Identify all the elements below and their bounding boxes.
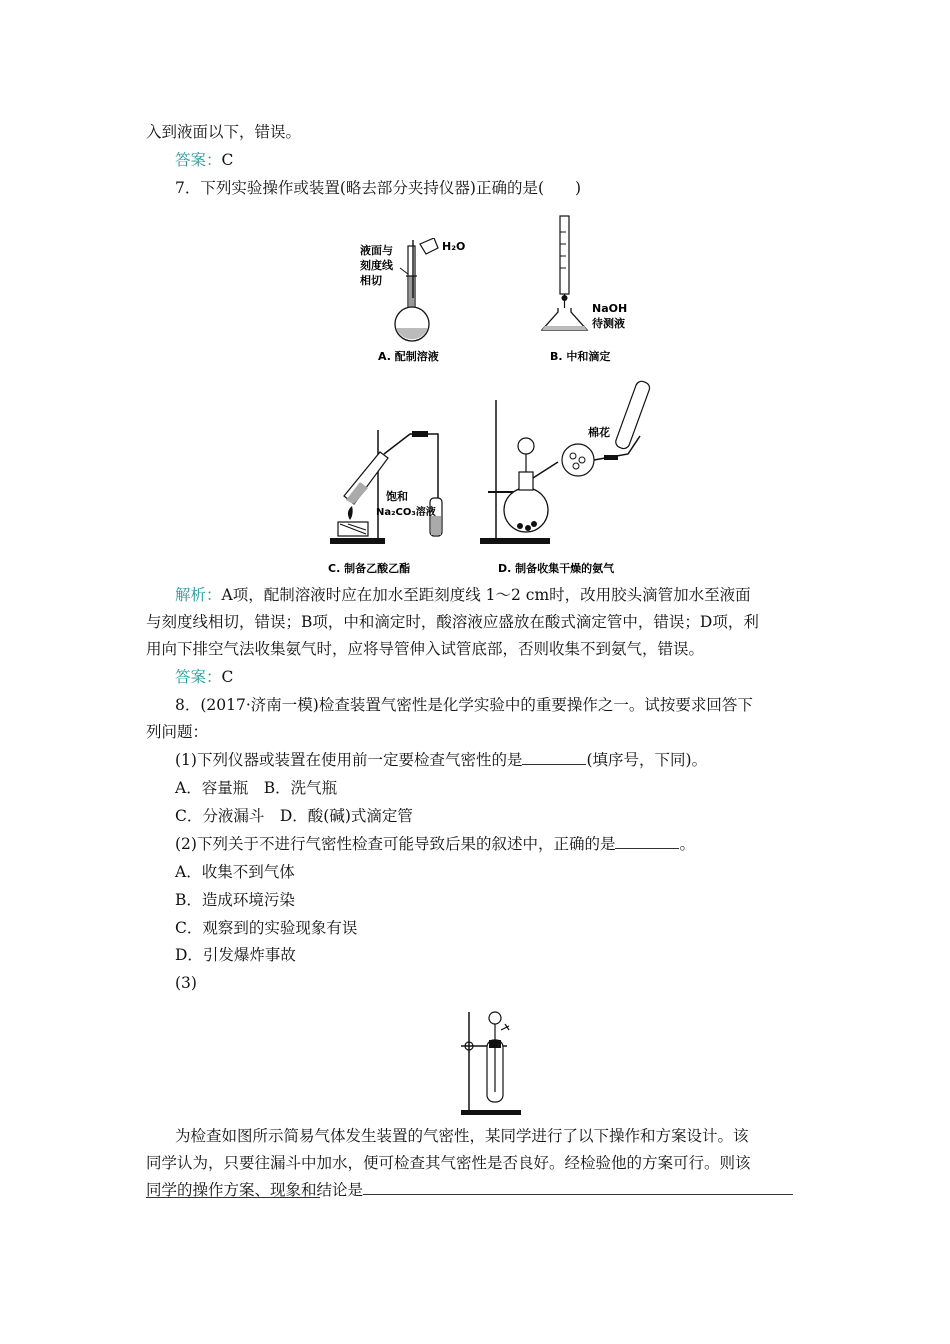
answer-line-2	[175, 667, 233, 687]
q8-1-answer-blank[interactable]	[522, 750, 586, 765]
question-8-part-2	[175, 834, 695, 854]
figure-d-caption: D. 制备收集干燥的氨气	[498, 562, 615, 575]
figure-a-water-label: H₂O	[442, 240, 466, 253]
analysis-label: 解析：	[175, 586, 222, 604]
q8-3-line-1: 为检查如图所示简易气体发生装置的气密性，某同学进行了以下操作和方案设计。该	[175, 1127, 749, 1145]
figure-a-label-2: 刻度线	[360, 259, 393, 272]
answer-value: C	[221, 151, 234, 169]
question-7: 7．下列实验操作或装置(略去部分夹持仪器)正确的是( )	[175, 179, 582, 197]
answer-label-2: 答案：	[175, 668, 222, 686]
q8-1-options-2: C．分液漏斗 D．酸(碱)式滴定管	[175, 807, 413, 825]
q8-3-answer-blank-2[interactable]	[146, 1197, 320, 1198]
figure-gas-generator	[455, 1004, 535, 1120]
figure-b-label-1: NaOH	[592, 302, 628, 315]
q8-3-answer-blank[interactable]	[363, 1180, 793, 1195]
q8-2-option-b: B．造成环境污染	[175, 891, 295, 909]
figure-a-caption: A. 配制溶液	[378, 350, 439, 363]
q8-2-option-d: D．引发爆炸事故	[175, 946, 296, 964]
figure-d-ammonia	[478, 374, 678, 580]
figure-c-label-1: 饱和	[386, 490, 408, 503]
answer-value-2: C	[221, 668, 234, 686]
question-8-line-1: 8．(2017·济南一模)检查装置气密性是化学实验中的重要操作之一。试按要求回答下	[175, 696, 753, 714]
question-8-part-1	[175, 750, 707, 770]
figure-b-caption: B. 中和滴定	[550, 350, 611, 363]
q8-1-options-1: A．容量瓶 B．洗气瓶	[175, 779, 338, 797]
figure-b-label-2: 待测液	[592, 317, 625, 330]
analysis-line-1	[175, 585, 751, 605]
figure-c-caption: C. 制备乙酸乙酯	[328, 562, 411, 575]
figure-a-volumetric-flask	[350, 238, 490, 368]
answer-label: 答案：	[175, 151, 222, 169]
q8-2-answer-blank[interactable]	[615, 834, 679, 849]
top-text: 入到液面以下，错误。	[146, 123, 302, 141]
q8-1-tail: (填序号，下同)。	[586, 751, 708, 769]
answer-line-1	[175, 150, 233, 170]
q8-2-option-a: A．收集不到气体	[175, 863, 295, 881]
figure-a-label-1: 液面与	[360, 244, 393, 257]
q8-2-option-c: C．观察到的实验现象有误	[175, 919, 358, 937]
analysis-text-1: A项，配制溶液时应在加水至距刻度线 1～2 cm时，改用胶头滴管加水至液面	[221, 586, 751, 604]
figure-d-label-1: 棉花	[588, 426, 610, 439]
q8-1-text: (1)下列仪器或装置在使用前一定要检查气密性的是	[175, 751, 523, 769]
figure-a-label-3: 相切	[360, 274, 382, 287]
figure-b-titration	[530, 212, 650, 368]
question-8-line-2: 列问题：	[146, 723, 209, 741]
figure-c-ethyl-acetate	[320, 420, 470, 580]
q8-2-tail: 。	[679, 835, 695, 853]
question-8-part-3: (3)	[175, 974, 197, 992]
analysis-line-3: 用向下排空气法收集氨气时，应将导管伸入试管底部，否则收集不到氨气，错误。	[146, 640, 705, 658]
analysis-line-2: 与刻度线相切，错误；B项，中和滴定时，酸溶液应盛放在酸式滴定管中，错误；D项，利	[146, 613, 759, 631]
q8-3-line-2: 同学认为，只要往漏斗中加水，便可检查其气密性是否良好。经检验他的方案可行。则该	[146, 1154, 751, 1172]
q8-3-text-3: 同学的操作方案、现象和结论是	[146, 1181, 364, 1199]
q8-2-text: (2)下列关于不进行气密性检查可能导致后果的叙述中，正确的是	[175, 835, 616, 853]
figure-c-label-2: Na₂CO₃溶液	[376, 507, 436, 518]
